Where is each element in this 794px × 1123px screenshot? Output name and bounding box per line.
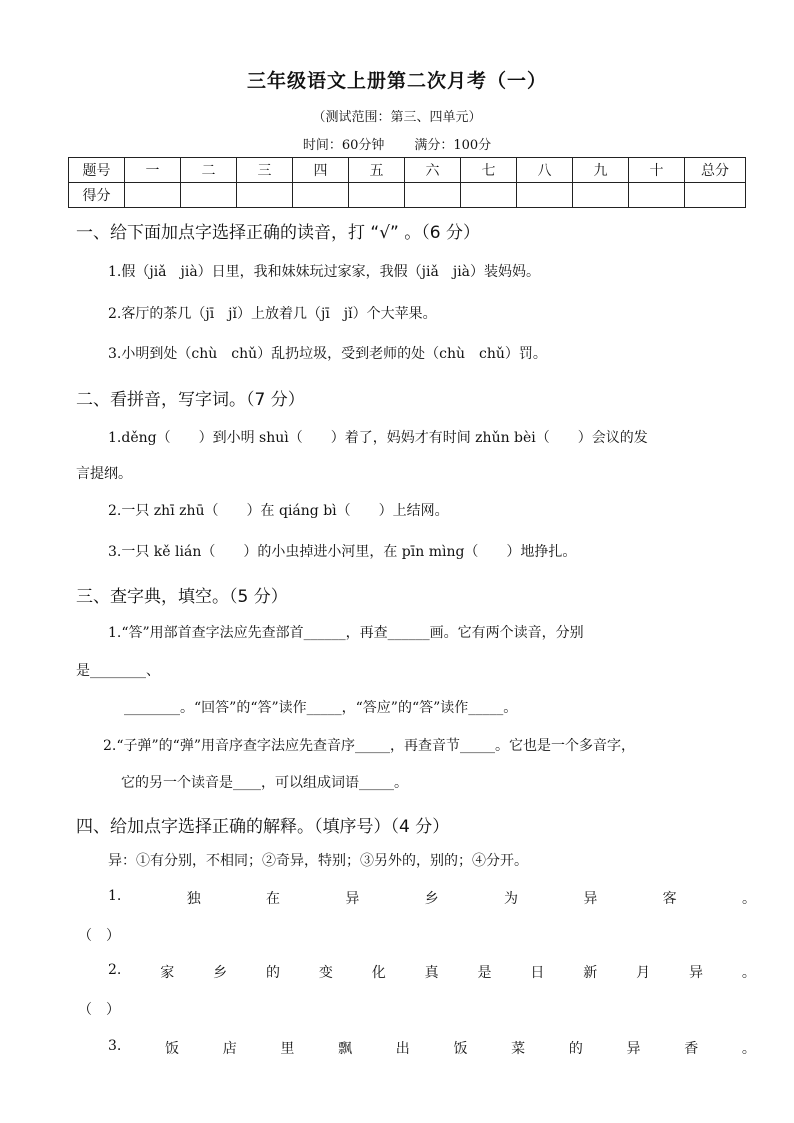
score-cell[interactable]: [461, 183, 517, 208]
s3-line-4: 2.“子弹”的“弹”用音序查字法应先查音序_____，再查音节_____。它也是一个多音字，: [103, 738, 635, 754]
s4-q3-char: 香: [684, 1041, 699, 1057]
s1-item-2: 2.客厅的茶几（jī jǐ）上放着几（jī jǐ）个大苹果。: [108, 306, 437, 322]
section-2-title: 二、看拼音，写字词。（7 分）: [76, 390, 305, 410]
score-row-label: 得分: [69, 183, 125, 208]
score-cell[interactable]: [629, 183, 685, 208]
score-header-cell: 六: [405, 158, 461, 183]
s4-q2-char: 乡: [213, 965, 228, 981]
score-table-header-row: [69, 158, 746, 183]
score-header-cell: 一: [125, 158, 181, 183]
s4-q2-char: 新: [583, 965, 598, 981]
s1-item-1: 1.假（jiǎ jià）日里，我和妹妹玩过家家，我假（jiǎ jià）装妈妈。: [108, 264, 541, 280]
test-scope: （测试范围：第三、四单元）: [312, 110, 482, 125]
score-header-cell: 七: [461, 158, 517, 183]
s4-question-2: [108, 962, 756, 982]
s4-q1-char: 。: [741, 891, 756, 907]
s4-q2-char: 日: [530, 965, 545, 981]
s4-question-3: [108, 1038, 756, 1058]
score-table: [68, 157, 746, 208]
s4-q2-char: 月: [636, 965, 651, 981]
score-header-cell: 三: [237, 158, 293, 183]
s4-q3-char: 出: [395, 1041, 410, 1057]
s4-q3-char: 店: [222, 1041, 237, 1057]
s4-q1-char: 为: [504, 891, 518, 907]
score-cell[interactable]: [181, 183, 237, 208]
score-cell[interactable]: [293, 183, 349, 208]
s4-q1-char: 乡: [424, 891, 439, 907]
s4-q2-char: 2.: [108, 962, 122, 978]
s3-line-2: 是________、: [76, 663, 160, 679]
s4-q2-char: 异: [688, 965, 703, 981]
s4-q2-char: 化: [371, 965, 386, 981]
exam-full-score: 满分：100分: [414, 138, 492, 153]
s4-q3-char: 饭: [453, 1041, 468, 1057]
s1-item-3: 3.小明到处（chù chǔ）乱扔垃圾，受到老师的处（chù chǔ）罚。: [108, 346, 547, 362]
section-1-title: 一、给下面加点字选择正确的读音，打 “√” 。（6 分）: [76, 223, 480, 243]
s4-q3-char: 3.: [108, 1038, 122, 1054]
s4-q1-char: 1.: [108, 888, 122, 904]
s4-q3-char: 。: [741, 1041, 756, 1057]
s4-q3-char: 飘: [338, 1041, 353, 1057]
s4-q2-char: 家: [160, 965, 175, 981]
s3-line-5: 它的另一个读音是____，可以组成词语_____。: [121, 775, 408, 791]
s4-q3-char: 里: [280, 1041, 295, 1057]
s4-q3-char: 饭: [165, 1041, 180, 1057]
s4-q1-char: 异: [345, 891, 360, 907]
s4-q3-char: 的: [568, 1041, 583, 1057]
s4-q2-char: 变: [318, 965, 333, 981]
s4-q2-char: 。: [741, 965, 756, 981]
score-table-score-row: [69, 183, 746, 208]
score-header-cell: 八: [517, 158, 573, 183]
s4-q1-char: 在: [266, 891, 281, 907]
score-header-cell: 四: [293, 158, 349, 183]
section-3-title: 三、查字典，填空。（5 分）: [76, 587, 288, 607]
score-cell[interactable]: [237, 183, 293, 208]
s4-q3-char: 异: [626, 1041, 641, 1057]
s4-q3-char: 菜: [511, 1041, 526, 1057]
score-cell[interactable]: [685, 183, 746, 208]
section-4-title: 四、给加点字选择正确的解释。（填序号）（4 分）: [76, 817, 450, 837]
score-cell[interactable]: [517, 183, 573, 208]
s2-item-3: 3.一只 kě lián（ ）的小虫掉进小河里，在 pīn mìng（ ）地挣扎。: [108, 544, 577, 560]
s4-q2-char: 的: [265, 965, 280, 981]
s2-item-1: 1.děng（ ）到小明 shuì（ ）着了，妈妈才有时间 zhǔn bèi（ ）会议的发: [108, 430, 648, 446]
score-header-cell: 总分: [685, 158, 746, 183]
score-cell[interactable]: [573, 183, 629, 208]
s3-line-3: ________。“回答”的“答”读作_____，“答应”的“答”读作_____。: [124, 700, 518, 716]
s4-q1-char: 客: [662, 891, 677, 907]
score-header-cell: 五: [349, 158, 405, 183]
s4-q1-char: 独: [186, 891, 201, 907]
s2-item-1-cont: 言提纲。: [76, 466, 132, 482]
exam-info: [0, 134, 794, 153]
s2-item-2: 2.一只 zhī zhū（ ）在 qiáng bì（ ）上结网。: [108, 503, 449, 519]
score-header-cell: 二: [181, 158, 237, 183]
s3-line-1: 1.“答”用部首查字法应先查部首______，再查______画。它有两个读音，分别: [108, 625, 584, 641]
s4-q1-char: 异: [583, 891, 598, 907]
score-cell[interactable]: [349, 183, 405, 208]
score-header-cell: 九: [573, 158, 629, 183]
s4-definitions: 异：①有分别，不相同；②奇异，特别；③另外的，别的；④分开。: [108, 853, 528, 869]
s4-q2-char: 真: [424, 965, 439, 981]
s4-q2-answer-paren[interactable]: （ ）: [78, 1002, 120, 1018]
score-cell[interactable]: [125, 183, 181, 208]
s4-question-1: [108, 888, 756, 908]
score-cell[interactable]: [405, 183, 461, 208]
page-title: 三年级语文上册第二次月考（一）: [246, 70, 547, 92]
score-header-cell: 题号: [69, 158, 125, 183]
s4-q1-answer-paren[interactable]: （ ）: [78, 928, 120, 944]
score-header-cell: 十: [629, 158, 685, 183]
s4-q2-char: 是: [477, 965, 492, 981]
exam-time: 时间：60分钟: [302, 138, 385, 153]
